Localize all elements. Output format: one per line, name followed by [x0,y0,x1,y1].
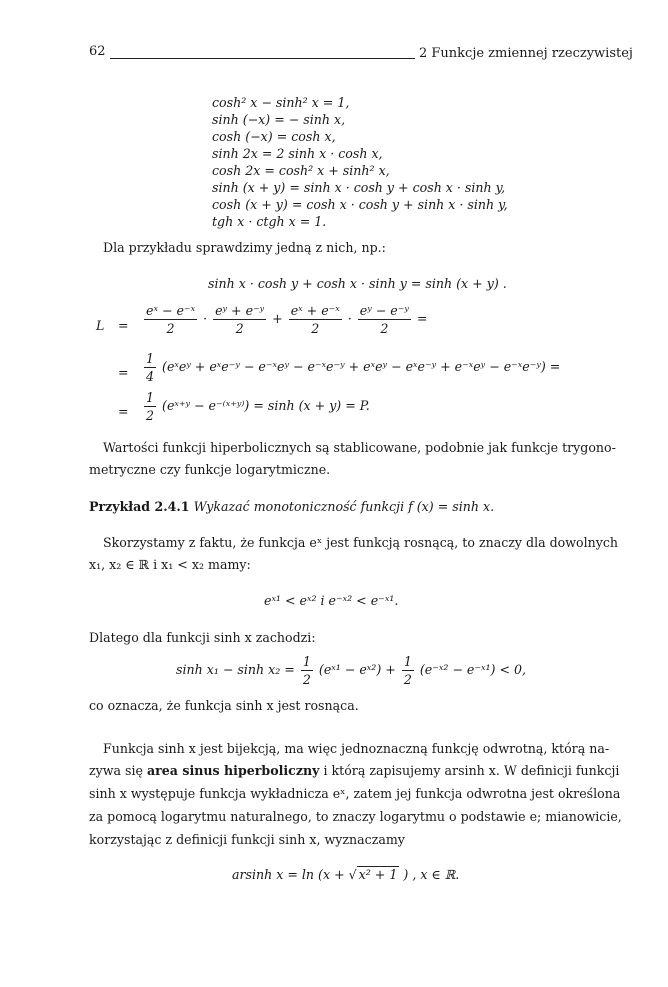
page-number: 62 [89,44,106,59]
paragraph-conclusion: co oznacza, że funkcja sinh x jest rosnąca. [89,698,359,713]
derivation-lhs: L [96,318,105,333]
header-rule [110,58,415,59]
paragraph-bijection-line-3: sinh x występuje funkcja wykładnicza eˣ, zatem jej funkcja odwrotna jest określona [89,786,621,801]
equation-exp-inequality: eˣ¹ < eˣ² i e⁻ˣ² < e⁻ˣ¹. [264,593,399,608]
fraction-half: $\frac{1}{2}$ [146,390,155,423]
fraction-half: $\frac{1}{2}$ [302,654,311,687]
derivation-eq-2: = [118,365,129,380]
identity: sinh (x + y) = sinh x · cosh y + cosh x · sinh y, [212,180,506,195]
identities-list [212,94,508,230]
identity: cosh (−x) = cosh x, [212,129,336,144]
identity: sinh 2x = 2 sinh x · cosh x, [212,146,383,161]
paragraph-bijection-line-2: zywa się area sinus hiperboliczny i którą zapisujemy arsinh x. W definicji funkcji [89,763,620,778]
fraction-half: $\frac{1}{2}$ [403,654,412,687]
paragraph-fact-line-2: x₁, x₂ ∈ ℝ i x₁ < x₂ mamy: [89,557,251,572]
paragraph-bijection-line-5: korzystając z definicji funkcji sinh x, wyznaczamy [89,832,405,847]
paragraph-therefore: Dlatego dla funkcji sinh x zachodzi: [89,630,316,645]
chapter-title: 2 Funkcje zmiennej rzeczywistej [419,46,633,61]
equation-arsinh: arsinh x = ln (x + √ x² + 1 ) , x ∈ ℝ. [232,867,460,882]
fraction: $\frac{\text{eˣ − e⁻ˣ}}{2}$ [146,303,196,336]
example-heading [89,499,494,514]
derivation-eq-3: = [118,404,129,419]
equation-check: sinh x · cosh y + cosh x · sinh y = sinh (x + y) . [208,276,507,291]
example-title: Wykazać monotoniczność funkcji f (x) = sinh x. [193,499,495,514]
derivation-eq-1: = [118,318,129,333]
identity: sinh (−x) = − sinh x, [212,112,346,127]
equation-sinh-difference: sinh x₁ − sinh x₂ = $\frac{1}{2}$ (eˣ¹ − eˣ²) + $\frac{1}{2}$ (e⁻ˣ² − e⁻ˣ¹) < 0, [176,654,527,687]
identity: cosh 2x = cosh² x + sinh² x, [212,163,390,178]
fraction-quarter: $\frac{1}{4}$ [146,351,155,384]
example-label: Przykład 2.4.1 [89,499,190,514]
fraction: $\frac{\text{eʸ − e⁻ʸ}}{2}$ [359,303,409,336]
paragraph-example-intro: Dla przykładu sprawdzimy jedną z nich, np.: [103,240,386,255]
derivation-line-3: $\frac{1}{2}$ (eˣ⁺ʸ − e⁻⁽ˣ⁺ʸ⁾) = sinh (x + y) = P. [146,390,370,423]
derivation-line-2: $\frac{1}{4}$ (eˣeʸ + eˣe⁻ʸ − e⁻ˣeʸ − e⁻ˣe⁻ʸ + eˣeʸ − eˣe⁻ʸ + e⁻ˣeʸ − e⁻ˣe⁻ʸ) = [146,351,561,384]
identity: tgh x · ctgh x = 1. [212,214,327,229]
fraction: $\frac{\text{eʸ + e⁻ʸ}}{2}$ [215,303,265,336]
derivation-line-1: $\frac{\text{eˣ − e⁻ˣ}}{2}$ · $\frac{\text{eʸ + e⁻ʸ}}{2}$ + $\frac{\text{eˣ + e⁻ˣ}}{2}$ · $\frac{\text{eʸ − e⁻ʸ}}{2}$ = [146,303,428,336]
identity: cosh² x − sinh² x = 1, [212,95,350,110]
identity: cosh (x + y) = cosh x · cosh y + sinh x · sinh y, [212,197,508,212]
sqrt-radicand: x² + 1 [358,867,398,882]
paragraph-tables-line-2: metryczne czy funkcje logarytmiczne. [89,462,331,477]
paragraph-bijection-line-4: za pomocą logarytmu naturalnego, to znaczy logarytmu o podstawie e; mianowicie, [89,809,622,824]
paragraph-fact-line-1: Skorzystamy z faktu, że funkcja eˣ jest funkcją rosnącą, to znaczy dla dowolnych [103,535,619,550]
term-area-sinus: area sinus hiperboliczny [147,763,320,778]
paragraph-bijection-line-1: Funkcja sinh x jest bijekcją, ma więc jednoznaczną funkcję odwrotną, którą na- [103,741,610,756]
paragraph-tables-line-1: Wartości funkcji hiperbolicznych są stablicowane, podobnie jak funkcje trygono- [103,440,616,455]
fraction: $\frac{\text{eˣ + e⁻ˣ}}{2}$ [290,303,340,336]
